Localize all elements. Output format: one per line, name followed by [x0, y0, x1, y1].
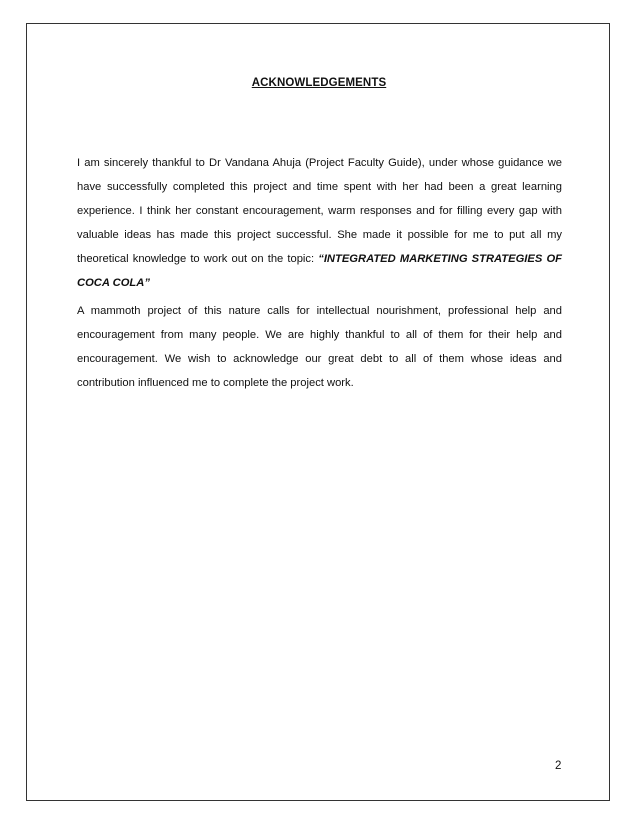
- project-topic: “INTEGRATED MARKETING STRATEGIES OF COCA COLA”: [77, 253, 562, 289]
- paragraph-1-text: I am sincerely thankful to Dr Vandana Ahuja (Project Faculty Guide), under whose guidance we have successfully completed this project and time spent with her had been a great learning experience. I think her constant encouragement, warm responses and for filling every gap with valuable ideas has made this project successful. She made it possible for me to put all my theoretical knowledge to work out on the topic:: [77, 157, 562, 265]
- paragraph-1: [77, 151, 562, 295]
- page-border: [26, 23, 610, 801]
- body-text: [77, 151, 562, 395]
- page-title: ACKNOWLEDGEMENTS: [251, 77, 387, 89]
- page-number: 2: [555, 760, 562, 772]
- paragraph-2: A mammoth project of this nature calls for intellectual nourishment, professional help and encouragement from many people. We are highly thankful to all of them for their help and encouragement. We wish to acknowledge our great debt to all of them whose ideas and contribution influenced me to complete the project work.: [77, 305, 562, 389]
